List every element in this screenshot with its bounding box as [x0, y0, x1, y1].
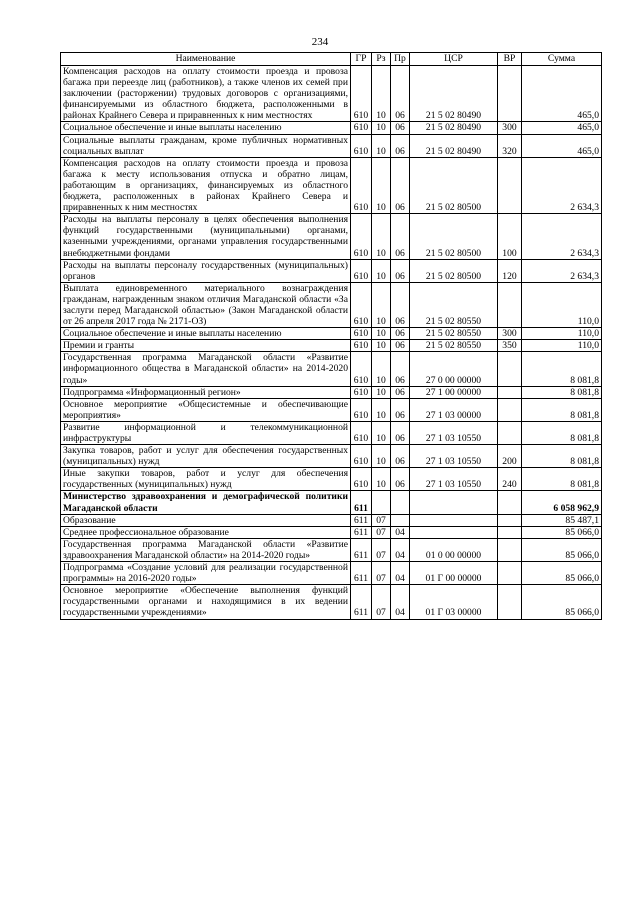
cell-vr	[498, 386, 522, 398]
page-number: 234	[311, 36, 329, 48]
table-row	[61, 352, 602, 386]
cell-vr	[498, 562, 522, 585]
cell-csr: 27 0 00 00000	[410, 352, 498, 386]
table-row	[61, 421, 602, 444]
cell-sum: 85 487,1	[522, 514, 602, 526]
cell-name: Министерство здравоохранения и демографической политики Магаданской области	[61, 491, 351, 514]
cell-name: Иные закупки товаров, работ и услуг для обеспечения государственных (муниципальных) нужд	[61, 468, 351, 491]
cell-rz: 10	[372, 468, 391, 491]
cell-csr: 21 5 02 80500	[410, 259, 498, 282]
cell-rz: 10	[372, 66, 391, 122]
cell-rz: 10	[372, 282, 391, 327]
cell-pr: 06	[391, 386, 410, 398]
table-row	[61, 282, 602, 327]
cell-name: Образование	[61, 514, 351, 526]
cell-sum: 6 058 962,9	[522, 491, 602, 514]
cell-sum: 8 081,8	[522, 352, 602, 386]
cell-name: Социальные выплаты гражданам, кроме публичных нормативных социальных выплат	[61, 134, 351, 157]
table-row	[61, 386, 602, 398]
table-row	[61, 562, 602, 585]
cell-csr: 27 1 00 00000	[410, 386, 498, 398]
cell-rz: 07	[372, 562, 391, 585]
cell-gr: 611	[351, 491, 372, 514]
table-row	[61, 398, 602, 421]
cell-rz: 10	[372, 340, 391, 352]
cell-vr: 350	[498, 340, 522, 352]
cell-name: Расходы на выплаты персоналу государственных (муниципальных) органов	[61, 259, 351, 282]
cell-rz: 10	[372, 122, 391, 134]
cell-name: Основное мероприятие «Общесистемные и обеспечивающие мероприятия»	[61, 398, 351, 421]
cell-csr: 27 1 03 10550	[410, 421, 498, 444]
cell-sum: 465,0	[522, 134, 602, 157]
cell-pr: 06	[391, 66, 410, 122]
header-vr: ВР	[498, 53, 522, 66]
cell-vr	[498, 282, 522, 327]
cell-pr	[391, 514, 410, 526]
cell-name: Социальное обеспечение и иные выплаты населению	[61, 122, 351, 134]
cell-vr: 300	[498, 328, 522, 340]
cell-rz: 10	[372, 134, 391, 157]
cell-gr: 610	[351, 282, 372, 327]
cell-rz: 10	[372, 445, 391, 468]
cell-rz: 07	[372, 585, 391, 619]
cell-gr: 611	[351, 585, 372, 619]
cell-gr: 610	[351, 421, 372, 444]
cell-gr: 610	[351, 122, 372, 134]
cell-pr: 06	[391, 282, 410, 327]
cell-pr: 06	[391, 352, 410, 386]
cell-pr: 04	[391, 526, 410, 538]
cell-name: Подпрограмма «Создание условий для реализации государственной программы» на 2016-2020 годы»	[61, 562, 351, 585]
cell-csr	[410, 514, 498, 526]
cell-csr: 01 Г 03 00000	[410, 585, 498, 619]
cell-vr	[498, 352, 522, 386]
cell-vr	[498, 421, 522, 444]
cell-rz: 10	[372, 386, 391, 398]
cell-pr: 06	[391, 122, 410, 134]
cell-sum: 2 634,3	[522, 214, 602, 259]
cell-pr	[391, 491, 410, 514]
table-row	[61, 66, 602, 122]
cell-sum: 8 081,8	[522, 421, 602, 444]
table-row	[61, 468, 602, 491]
cell-sum: 465,0	[522, 122, 602, 134]
header-csr: ЦСР	[410, 53, 498, 66]
cell-vr: 200	[498, 445, 522, 468]
cell-name: Государственная программа Магаданской области «Развитие информационного общества в Магаданской области» на 2014-2020 годы»	[61, 352, 351, 386]
table-row	[61, 157, 602, 213]
table-row	[61, 585, 602, 619]
cell-vr: 300	[498, 122, 522, 134]
cell-pr: 06	[391, 421, 410, 444]
cell-name: Государственная программа Магаданской области «Развитие здравоохранения Магаданской области» на 2014-2020 годы»	[61, 538, 351, 561]
cell-sum: 110,0	[522, 328, 602, 340]
table-row	[61, 526, 602, 538]
cell-pr: 06	[391, 468, 410, 491]
cell-csr: 21 5 02 80550	[410, 282, 498, 327]
table-row	[61, 538, 602, 561]
table-row	[61, 214, 602, 259]
cell-pr: 06	[391, 398, 410, 421]
cell-sum: 2 634,3	[522, 259, 602, 282]
table-row	[61, 328, 602, 340]
cell-vr	[498, 538, 522, 561]
cell-csr: 01 0 00 00000	[410, 538, 498, 561]
cell-name: Закупка товаров, работ и услуг для обеспечения государственных (муниципальных) нужд	[61, 445, 351, 468]
cell-gr: 610	[351, 386, 372, 398]
cell-vr: 120	[498, 259, 522, 282]
table-row	[61, 259, 602, 282]
cell-pr: 06	[391, 214, 410, 259]
cell-pr: 04	[391, 562, 410, 585]
cell-rz: 10	[372, 157, 391, 213]
cell-pr: 04	[391, 585, 410, 619]
cell-name: Расходы на выплаты персоналу в целях обеспечения выполнения функций государственными (муниципальными) органами, казенными учреждениями, органами управления государственными внебюджетными фондами	[61, 214, 351, 259]
cell-vr	[498, 398, 522, 421]
cell-csr	[410, 491, 498, 514]
cell-gr: 610	[351, 328, 372, 340]
cell-rz: 10	[372, 421, 391, 444]
header-gr: ГР	[351, 53, 372, 66]
cell-csr: 21 5 02 80490	[410, 134, 498, 157]
cell-pr: 06	[391, 259, 410, 282]
cell-vr	[498, 514, 522, 526]
cell-vr	[498, 157, 522, 213]
table-row	[61, 491, 602, 514]
cell-rz: 07	[372, 514, 391, 526]
cell-vr	[498, 526, 522, 538]
cell-rz: 10	[372, 398, 391, 421]
cell-csr: 21 5 02 80550	[410, 340, 498, 352]
cell-vr: 240	[498, 468, 522, 491]
cell-pr: 06	[391, 340, 410, 352]
cell-name: Развитие информационной и телекоммуникационной инфраструктуры	[61, 421, 351, 444]
cell-pr: 06	[391, 328, 410, 340]
cell-rz	[372, 491, 391, 514]
header-sum: Сумма	[522, 53, 602, 66]
cell-gr: 610	[351, 398, 372, 421]
cell-gr: 611	[351, 526, 372, 538]
cell-pr: 06	[391, 157, 410, 213]
table-row	[61, 445, 602, 468]
table-row	[61, 514, 602, 526]
header-pr: Пр	[391, 53, 410, 66]
cell-rz: 07	[372, 538, 391, 561]
cell-rz: 10	[372, 328, 391, 340]
header-rz: Рз	[372, 53, 391, 66]
table-row	[61, 122, 602, 134]
cell-sum: 85 066,0	[522, 538, 602, 561]
cell-sum: 85 066,0	[522, 562, 602, 585]
table-body	[61, 66, 602, 620]
cell-vr: 320	[498, 134, 522, 157]
cell-rz: 07	[372, 526, 391, 538]
cell-sum: 85 066,0	[522, 585, 602, 619]
cell-csr: 21 5 02 80500	[410, 214, 498, 259]
cell-gr: 611	[351, 538, 372, 561]
cell-csr: 27 1 03 00000	[410, 398, 498, 421]
cell-sum: 110,0	[522, 340, 602, 352]
cell-csr: 21 5 02 80490	[410, 122, 498, 134]
cell-gr: 610	[351, 259, 372, 282]
cell-name: Среднее профессиональное образование	[61, 526, 351, 538]
cell-rz: 10	[372, 259, 391, 282]
cell-vr: 100	[498, 214, 522, 259]
cell-name: Компенсация расходов на оплату стоимости проезда и провоза багажа к месту использования отпуска и обратно лицам, работающим в организациях, финансируемых из областного бюджета, расположенных в районах Крайнего Севера и приравненных к ним местностях	[61, 157, 351, 213]
cell-name: Подпрограмма «Информационный регион»	[61, 386, 351, 398]
cell-name: Социальное обеспечение и иные выплаты населению	[61, 328, 351, 340]
cell-csr: 21 5 02 80500	[410, 157, 498, 213]
cell-name: Премии и гранты	[61, 340, 351, 352]
cell-rz: 10	[372, 352, 391, 386]
cell-pr: 06	[391, 134, 410, 157]
cell-gr: 610	[351, 134, 372, 157]
cell-gr: 610	[351, 340, 372, 352]
cell-vr	[498, 585, 522, 619]
cell-vr	[498, 66, 522, 122]
cell-gr: 610	[351, 157, 372, 213]
cell-sum: 465,0	[522, 66, 602, 122]
table-row	[61, 340, 602, 352]
cell-sum: 2 634,3	[522, 157, 602, 213]
cell-csr: 21 5 02 80550	[410, 328, 498, 340]
cell-sum: 110,0	[522, 282, 602, 327]
cell-gr: 610	[351, 445, 372, 468]
cell-csr: 21 5 02 80490	[410, 66, 498, 122]
cell-csr: 27 1 03 10550	[410, 468, 498, 491]
cell-csr: 27 1 03 10550	[410, 445, 498, 468]
header-name: Наименование	[61, 53, 351, 66]
cell-sum: 85 066,0	[522, 526, 602, 538]
cell-csr: 01 Г 00 00000	[410, 562, 498, 585]
cell-csr	[410, 526, 498, 538]
cell-vr	[498, 491, 522, 514]
cell-sum: 8 081,8	[522, 386, 602, 398]
table-row	[61, 134, 602, 157]
cell-name: Основное мероприятие «Обеспечение выполнения функций государственными органами и находящимися в их ведении государственными учреждениями»	[61, 585, 351, 619]
cell-gr: 611	[351, 562, 372, 585]
cell-gr: 610	[351, 468, 372, 491]
cell-pr: 04	[391, 538, 410, 561]
cell-sum: 8 081,8	[522, 468, 602, 491]
cell-sum: 8 081,8	[522, 398, 602, 421]
cell-rz: 10	[372, 214, 391, 259]
budget-table	[60, 52, 602, 620]
cell-sum: 8 081,8	[522, 445, 602, 468]
cell-name: Выплата единовременного материального вознаграждения гражданам, награжденным знаком отличия Магаданской области «За заслуги перед Магаданской областью» (Закон Магаданской области от 26 апреля 2017 года № 2171-ОЗ)	[61, 282, 351, 327]
cell-pr: 06	[391, 445, 410, 468]
cell-gr: 611	[351, 514, 372, 526]
cell-gr: 610	[351, 66, 372, 122]
cell-name: Компенсация расходов на оплату стоимости проезда и провоза багажа при переезде лиц (работников), а также членов их семей при заключении (расторжении) трудовых договоров с организациями, финансируемыми из областного бюджета, расположенными в районах Крайнего Севера и приравненных к ним местностях	[61, 66, 351, 122]
cell-gr: 610	[351, 214, 372, 259]
table-header-row	[61, 53, 602, 66]
cell-gr: 610	[351, 352, 372, 386]
